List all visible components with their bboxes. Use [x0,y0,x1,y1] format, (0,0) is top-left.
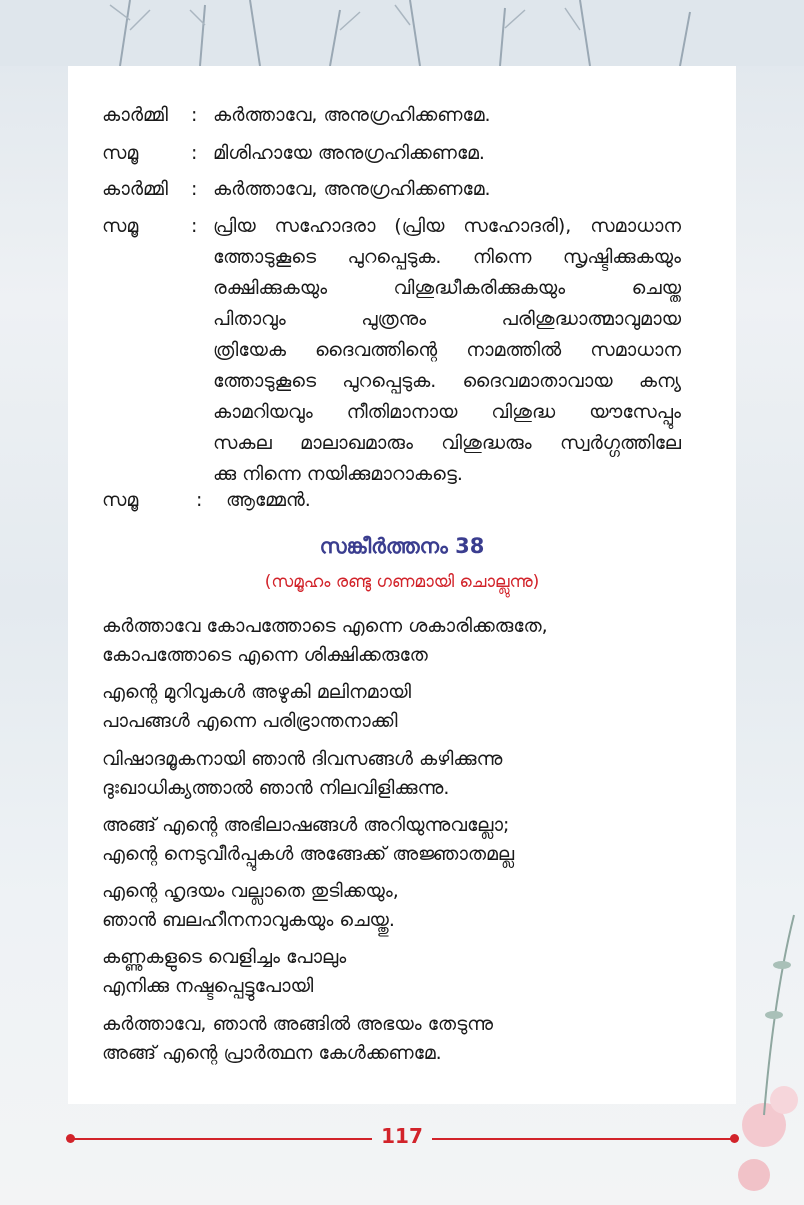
dialogue-text: ആമ്മേൻ. [226,489,311,511]
dialogue-line: രക്ഷിക്കുകയും വിശുദ്ധീകരിക്കുകയും ചെയ്ത [213,277,681,299]
speaker-label: സമൂ [102,215,139,237]
psalm-line: പാപങ്ങൾ എന്നെ പരിഭ്രാന്തനാക്കി [102,710,398,732]
footer-dot-right [730,1134,739,1143]
footer-rule-left [72,1138,372,1140]
dialogue-text: കർത്താവേ, അനുഗ്രഹിക്കണമേ. [213,178,491,200]
psalm-line: അങ്ങ് എന്റെ പ്രാർത്ഥന കേൾക്കണമേ. [102,1042,442,1064]
psalm-line: കർത്താവേ കോപത്തോടെ എന്നെ ശകാരിക്കരുതേ, [102,615,548,637]
psalm-line: കണ്ണുകളുടെ വെളിച്ചം പോലും [102,946,347,968]
psalm-line: വിഷാദമൂകനായി ഞാൻ ദിവസങ്ങൾ കഴിക്കുന്നു [102,748,503,770]
psalm-line: ഞാൻ ബലഹീനനാവുകയും ചെയ്തു. [102,909,395,931]
colon: : [191,215,198,237]
psalm-line: എനിക്കു നഷ്ടപ്പെട്ടുപോയി [102,975,314,997]
dialogue-line: ക്കു നിന്നെ നയിക്കുമാറാകട്ടെ. [213,463,463,485]
psalm-line: കർത്താവേ, ഞാൻ അങ്ങിൽ അഭയം തേടുന്നു [102,1013,494,1035]
colon: : [191,178,198,200]
dialogue-line: ത്തോടുകൂടെ പുറപ്പെടുക. ദൈവമാതാവായ കന്യ [213,370,681,392]
psalm-title: സങ്കീർത്തനം 38 [319,534,485,558]
dialogue-line: ത്തോടുകൂടെ പുറപ്പെടുക. നിന്നെ സൃഷ്ടിക്കുകയും [213,246,681,268]
footer-rule-right [432,1138,734,1140]
dialogue-line: പിതാവും പുത്രനും പരിശുദ്ധാത്മാവുമായ [213,308,681,330]
dialogue-text: മിശിഹായേ അനുഗ്രഹിക്കണമേ. [213,142,485,164]
dialogue-line: സകല മാലാഖമാരും വിശുദ്ധരും സ്വർഗ്ഗത്തിലേ [213,432,681,454]
dialogue-line: ത്രിയേക ദൈവത്തിന്റെ നാമത്തിൽ സമാധാന [213,339,681,361]
colon: : [196,489,203,511]
psalm-line: എന്റെ ഹൃദയം വല്ലാതെ തുടിക്കയും, [102,880,399,902]
psalm-line: എന്റെ മുറിവുകൾ അഴുകി മലിനമായി [102,681,411,703]
page-number: 117 [381,1124,423,1148]
speaker-label: സമൂ [102,142,139,164]
dialogue-line: പ്രിയ സഹോദരാ (പ്രിയ സഹോദരി), സമാധാന [213,215,681,237]
dialogue-line: കാമറിയവും നീതിമാനായ വിശുദ്ധ യൗസേപ്പും [213,401,681,423]
speaker-label: സമൂ [102,489,139,511]
colon: : [191,104,198,126]
psalm-line: എന്റെ നെടുവീർപ്പുകൾ അങ്ങേക്ക് അജ്ഞാതമല്ല [102,843,515,865]
psalm-line: അങ്ങ് എന്റെ അഭിലാഷങ്ങൾ അറിയുന്നുവല്ലോ; [102,814,510,836]
colon: : [191,142,198,164]
speaker-label: കാർമ്മി [102,178,168,200]
winter-trees-illustration [0,0,804,66]
dialogue-text: കർത്താവേ, അനുഗ്രഹിക്കണമേ. [213,104,491,126]
psalm-line: ദുഃഖാധിക്യത്താൽ ഞാൻ നിലവിളിക്കുന്നു. [102,777,450,799]
psalm-line: കോപത്തോടെ എന്നെ ശിക്ഷിക്കരുതേ [102,644,428,666]
psalm-instruction: (സമൂഹം രണ്ടു ഗണമായി ചൊല്ലുന്നു) [264,572,540,592]
speaker-label: കാർമ്മി [102,104,168,126]
